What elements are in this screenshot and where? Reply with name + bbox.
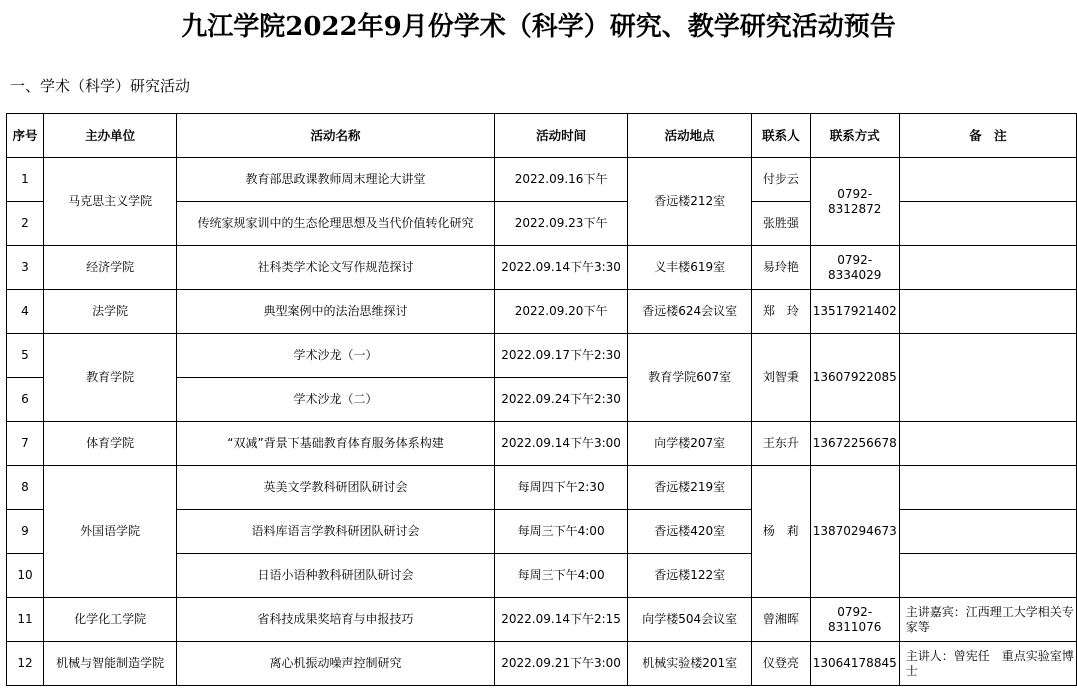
row-activity-name: 教育部思政课教师周末理论大讲堂 xyxy=(177,158,495,202)
page-title: 九江学院2022年9月份学术（科学）研究、教学研究活动预告 xyxy=(181,12,896,42)
row-no: 6 xyxy=(7,378,44,422)
row-time: 每周三下午4:00 xyxy=(494,510,628,554)
row-contact: 杨 莉 xyxy=(751,466,810,598)
row-place: 义丰楼619室 xyxy=(628,246,751,290)
row-contact: 郑 玲 xyxy=(751,290,810,334)
header-place: 活动地点 xyxy=(628,114,751,158)
row-no: 7 xyxy=(7,422,44,466)
row-unit: 经济学院 xyxy=(43,246,176,290)
row-activity-name: 社科类学术论文写作规范探讨 xyxy=(177,246,495,290)
header-contact: 联系人 xyxy=(751,114,810,158)
row-no: 2 xyxy=(7,202,44,246)
row-time: 2022.09.14下午3:30 xyxy=(494,246,628,290)
row-activity-name: “双减”背景下基础教育体育服务体系构建 xyxy=(177,422,495,466)
header-no: 序号 xyxy=(7,114,44,158)
row-no: 1 xyxy=(7,158,44,202)
row-time: 2022.09.14下午2:15 xyxy=(494,598,628,642)
row-activity-name: 离心机振动噪声控制研究 xyxy=(177,642,495,686)
row-time: 2022.09.17下午2:30 xyxy=(494,334,628,378)
row-note xyxy=(899,422,1076,466)
row-phone: 13064178845 xyxy=(810,642,899,686)
row-place: 向学楼207室 xyxy=(628,422,751,466)
row-place: 香远楼122室 xyxy=(628,554,751,598)
table-row xyxy=(7,158,1077,202)
row-note xyxy=(899,202,1076,246)
row-activity-name: 日语小语种教科研团队研讨会 xyxy=(177,554,495,598)
row-time: 2022.09.16下午 xyxy=(494,158,628,202)
table-row xyxy=(7,246,1077,290)
row-note xyxy=(899,466,1076,510)
row-activity-name: 学术沙龙（一） xyxy=(177,334,495,378)
row-note xyxy=(899,510,1076,554)
row-time: 2022.09.24下午2:30 xyxy=(494,378,628,422)
row-place: 香远楼212室 xyxy=(628,158,751,246)
table-row xyxy=(7,334,1077,378)
row-phone: 0792-8334029 xyxy=(810,246,899,290)
row-no: 8 xyxy=(7,466,44,510)
section-heading: 一、学术（科学）研究活动 xyxy=(10,77,191,95)
row-unit: 教育学院 xyxy=(43,334,176,422)
row-phone: 0792-8311076 xyxy=(810,598,899,642)
row-activity-name: 学术沙龙（二） xyxy=(177,378,495,422)
row-activity-name: 典型案例中的法治思维探讨 xyxy=(177,290,495,334)
table-row xyxy=(7,422,1077,466)
row-no: 12 xyxy=(7,642,44,686)
header-activity-name: 活动名称 xyxy=(177,114,495,158)
row-activity-name: 传统家规家训中的生态伦理思想及当代价值转化研究 xyxy=(177,202,495,246)
row-unit: 机械与智能制造学院 xyxy=(43,642,176,686)
row-phone: 13870294673 xyxy=(810,466,899,598)
row-activity-name: 语料库语言学教科研团队研讨会 xyxy=(177,510,495,554)
header-unit: 主办单位 xyxy=(43,114,176,158)
row-phone: 13607922085 xyxy=(810,334,899,422)
table-row xyxy=(7,290,1077,334)
row-contact: 易玲艳 xyxy=(751,246,810,290)
row-time: 每周三下午4:00 xyxy=(494,554,628,598)
row-no: 5 xyxy=(7,334,44,378)
header-phone: 联系方式 xyxy=(810,114,899,158)
row-unit: 体育学院 xyxy=(43,422,176,466)
table-row xyxy=(7,598,1077,642)
table-header-row xyxy=(7,114,1077,158)
header-time: 活动时间 xyxy=(494,114,628,158)
activity-table xyxy=(6,113,1077,686)
table-row xyxy=(7,466,1077,510)
row-contact: 刘智秉 xyxy=(751,334,810,422)
row-no: 4 xyxy=(7,290,44,334)
row-note: 主讲嘉宾：江西理工大学相关专家等 xyxy=(899,598,1076,642)
row-note xyxy=(899,158,1076,202)
row-no: 9 xyxy=(7,510,44,554)
row-place: 香远楼219室 xyxy=(628,466,751,510)
row-contact: 王东升 xyxy=(751,422,810,466)
row-phone: 13672256678 xyxy=(810,422,899,466)
row-note xyxy=(899,246,1076,290)
row-note xyxy=(899,554,1076,598)
row-note xyxy=(899,290,1076,334)
row-place: 向学楼504会议室 xyxy=(628,598,751,642)
row-time: 2022.09.14下午3:00 xyxy=(494,422,628,466)
row-time: 2022.09.23下午 xyxy=(494,202,628,246)
table-row xyxy=(7,642,1077,686)
row-place: 香远楼420室 xyxy=(628,510,751,554)
row-note xyxy=(899,334,1076,422)
row-time: 2022.09.21下午3:00 xyxy=(494,642,628,686)
row-unit: 马克思主义学院 xyxy=(43,158,176,246)
row-unit: 法学院 xyxy=(43,290,176,334)
row-contact: 曾湘晖 xyxy=(751,598,810,642)
row-contact: 仪登亮 xyxy=(751,642,810,686)
row-place: 教育学院607室 xyxy=(628,334,751,422)
row-no: 10 xyxy=(7,554,44,598)
row-phone: 0792-8312872 xyxy=(810,158,899,246)
row-time: 每周四下午2:30 xyxy=(494,466,628,510)
row-contact: 张胜强 xyxy=(751,202,810,246)
row-place: 机械实验楼201室 xyxy=(628,642,751,686)
row-activity-name: 英美文学教科研团队研讨会 xyxy=(177,466,495,510)
row-phone: 13517921402 xyxy=(810,290,899,334)
row-note: 主讲人：曾宪任 重点实验室博士 xyxy=(899,642,1076,686)
row-contact: 付步云 xyxy=(751,158,810,202)
row-unit: 外国语学院 xyxy=(43,466,176,598)
row-place: 香远楼624会议室 xyxy=(628,290,751,334)
row-no: 11 xyxy=(7,598,44,642)
header-note: 备 注 xyxy=(899,114,1076,158)
row-activity-name: 省科技成果奖培育与申报技巧 xyxy=(177,598,495,642)
row-time: 2022.09.20下午 xyxy=(494,290,628,334)
row-unit: 化学化工学院 xyxy=(43,598,176,642)
row-no: 3 xyxy=(7,246,44,290)
